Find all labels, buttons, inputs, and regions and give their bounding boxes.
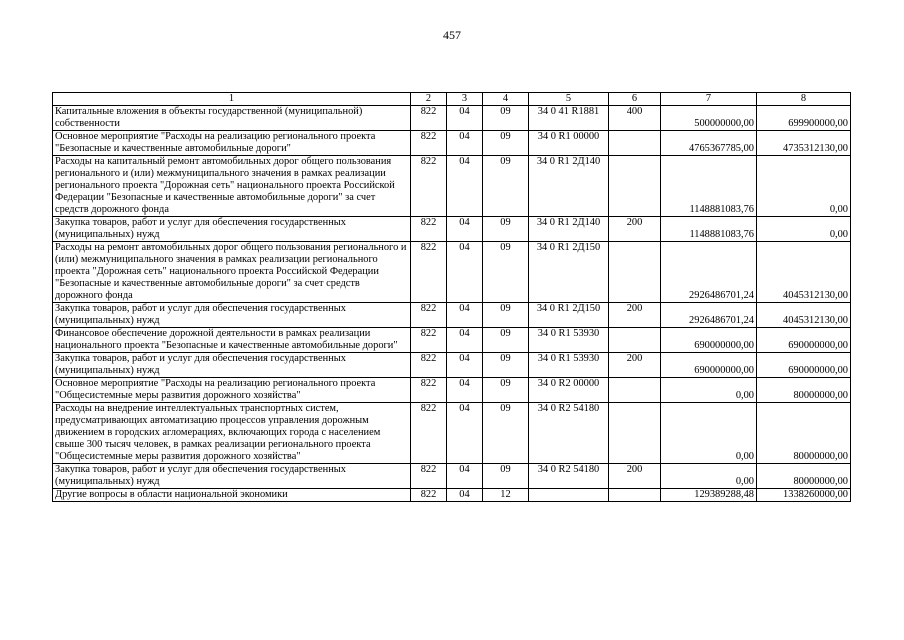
cell-name: Расходы на капитальный ремонт автомобильных дорог общего пользования регионального и (или) межмуниципального значения в рамках реализации регионального проекта "Дорожная сеть" национального проекта Российской Федерации "Безопасные и качественные автомобильные дороги" за счет средств дорожного фонда <box>53 156 411 217</box>
cell-subsection: 09 <box>483 242 529 303</box>
header-cell-7: 7 <box>661 93 757 106</box>
cell-subsection: 09 <box>483 106 529 131</box>
cell-name: Другие вопросы в области национальной экономики <box>53 489 411 502</box>
cell-name: Закупка товаров, работ и услуг для обеспечения государственных (муниципальных) нужд <box>53 217 411 242</box>
cell-ministry-code: 822 <box>411 328 447 353</box>
cell-section: 04 <box>447 131 483 156</box>
cell-ministry-code: 822 <box>411 353 447 378</box>
cell-expense-type: 200 <box>609 303 661 328</box>
cell-name: Капитальные вложения в объекты государственной (муниципальной) собственности <box>53 106 411 131</box>
cell-amount-year-1: 1148881083,76 <box>661 156 757 217</box>
cell-amount-year-2: 4045312130,00 <box>757 303 851 328</box>
cell-ministry-code: 822 <box>411 303 447 328</box>
cell-amount-year-2: 80000000,00 <box>757 378 851 403</box>
cell-target-article: 34 0 R2 54180 <box>529 403 609 464</box>
cell-expense-type <box>609 328 661 353</box>
cell-subsection: 09 <box>483 328 529 353</box>
cell-amount-year-2: 4735312130,00 <box>757 131 851 156</box>
header-cell-6: 6 <box>609 93 661 106</box>
cell-subsection: 09 <box>483 378 529 403</box>
cell-amount-year-2: 80000000,00 <box>757 403 851 464</box>
table-row <box>53 353 851 378</box>
cell-amount-year-1: 500000000,00 <box>661 106 757 131</box>
cell-section: 04 <box>447 353 483 378</box>
cell-section: 04 <box>447 303 483 328</box>
page-number: 457 <box>443 28 461 42</box>
cell-target-article <box>529 489 609 502</box>
cell-target-article: 34 0 R1 2Д140 <box>529 156 609 217</box>
cell-expense-type <box>609 131 661 156</box>
cell-name: Расходы на внедрение интеллектуальных транспортных систем, предусматривающих автоматизацию процессов управления дорожным движением в городских агломерациях, включающих города с населением свыше 300 тысяч человек, в рамках реализации регионального проекта "Общесистемные меры развития дорожного хозяйства" <box>53 403 411 464</box>
cell-amount-year-1: 0,00 <box>661 464 757 489</box>
header-cell-3: 3 <box>447 93 483 106</box>
cell-target-article: 34 0 R2 54180 <box>529 464 609 489</box>
table-row <box>53 242 851 303</box>
cell-subsection: 09 <box>483 464 529 489</box>
cell-ministry-code: 822 <box>411 106 447 131</box>
cell-ministry-code: 822 <box>411 378 447 403</box>
cell-amount-year-1: 1148881083,76 <box>661 217 757 242</box>
cell-ministry-code: 822 <box>411 403 447 464</box>
cell-amount-year-2: 4045312130,00 <box>757 242 851 303</box>
header-cell-1: 1 <box>53 93 411 106</box>
cell-target-article: 34 0 R1 00000 <box>529 131 609 156</box>
cell-name: Закупка товаров, работ и услуг для обеспечения государственных (муниципальных) нужд <box>53 353 411 378</box>
cell-section: 04 <box>447 464 483 489</box>
budget-table <box>52 92 851 502</box>
cell-subsection: 09 <box>483 353 529 378</box>
cell-ministry-code: 822 <box>411 156 447 217</box>
cell-amount-year-2: 690000000,00 <box>757 353 851 378</box>
cell-ministry-code: 822 <box>411 242 447 303</box>
cell-amount-year-1: 690000000,00 <box>661 328 757 353</box>
cell-subsection: 09 <box>483 403 529 464</box>
cell-target-article: 34 0 R1 2Д150 <box>529 303 609 328</box>
cell-name: Финансовое обеспечение дорожной деятельности в рамках реализации национального проекта "Безопасные и качественные автомобильные дороги" <box>53 328 411 353</box>
cell-amount-year-2: 690000000,00 <box>757 328 851 353</box>
cell-expense-type <box>609 378 661 403</box>
cell-expense-type: 200 <box>609 353 661 378</box>
header-cell-5: 5 <box>529 93 609 106</box>
header-cell-8: 8 <box>757 93 851 106</box>
cell-expense-type <box>609 403 661 464</box>
cell-amount-year-2: 0,00 <box>757 217 851 242</box>
cell-target-article: 34 0 R1 2Д150 <box>529 242 609 303</box>
header-row <box>53 93 851 106</box>
table-row <box>53 328 851 353</box>
cell-section: 04 <box>447 156 483 217</box>
cell-ministry-code: 822 <box>411 131 447 156</box>
cell-target-article: 34 0 R2 00000 <box>529 378 609 403</box>
cell-target-article: 34 0 R1 53930 <box>529 328 609 353</box>
cell-subsection: 09 <box>483 217 529 242</box>
table-row <box>53 217 851 242</box>
table-row <box>53 378 851 403</box>
cell-amount-year-1: 2926486701,24 <box>661 242 757 303</box>
header-cell-4: 4 <box>483 93 529 106</box>
cell-amount-year-2: 1338260000,00 <box>757 489 851 502</box>
cell-target-article: 34 0 R1 2Д140 <box>529 217 609 242</box>
cell-amount-year-1: 0,00 <box>661 403 757 464</box>
table-row <box>53 303 851 328</box>
table-row <box>53 156 851 217</box>
cell-section: 04 <box>447 403 483 464</box>
table-row <box>53 464 851 489</box>
cell-name: Расходы на ремонт автомобильных дорог общего пользования регионального и (или) межмуниципального значения в рамках реализации регионального проекта "Дорожная сеть" национального проекта Российской Федерации "Безопасные и качественные автомобильные дороги" за счет средств дорожного фонда <box>53 242 411 303</box>
cell-amount-year-1: 4765367785,00 <box>661 131 757 156</box>
cell-section: 04 <box>447 106 483 131</box>
cell-expense-type <box>609 489 661 502</box>
cell-amount-year-2: 699900000,00 <box>757 106 851 131</box>
cell-section: 04 <box>447 217 483 242</box>
cell-subsection: 09 <box>483 131 529 156</box>
cell-amount-year-1: 2926486701,24 <box>661 303 757 328</box>
cell-expense-type: 200 <box>609 217 661 242</box>
cell-amount-year-2: 0,00 <box>757 156 851 217</box>
cell-section: 04 <box>447 378 483 403</box>
table-row <box>53 106 851 131</box>
table-row <box>53 131 851 156</box>
cell-expense-type <box>609 156 661 217</box>
cell-amount-year-2: 80000000,00 <box>757 464 851 489</box>
cell-amount-year-1: 690000000,00 <box>661 353 757 378</box>
cell-section: 04 <box>447 328 483 353</box>
cell-amount-year-1: 0,00 <box>661 378 757 403</box>
cell-target-article: 34 0 R1 53930 <box>529 353 609 378</box>
cell-name: Основное мероприятие "Расходы на реализацию регионального проекта "Безопасные и качественные автомобильные дороги" <box>53 131 411 156</box>
cell-ministry-code: 822 <box>411 217 447 242</box>
cell-name: Основное мероприятие "Расходы на реализацию регионального проекта "Общесистемные меры развития дорожного хозяйства" <box>53 378 411 403</box>
table-body <box>53 93 851 502</box>
cell-target-article: 34 0 41 R1881 <box>529 106 609 131</box>
cell-subsection: 09 <box>483 303 529 328</box>
table-row <box>53 403 851 464</box>
cell-expense-type: 400 <box>609 106 661 131</box>
cell-expense-type: 200 <box>609 464 661 489</box>
cell-name: Закупка товаров, работ и услуг для обеспечения государственных (муниципальных) нужд <box>53 464 411 489</box>
header-cell-2: 2 <box>411 93 447 106</box>
table-row <box>53 489 851 502</box>
cell-subsection: 09 <box>483 156 529 217</box>
cell-ministry-code: 822 <box>411 489 447 502</box>
cell-section: 04 <box>447 242 483 303</box>
cell-name: Закупка товаров, работ и услуг для обеспечения государственных (муниципальных) нужд <box>53 303 411 328</box>
cell-amount-year-1: 129389288,48 <box>661 489 757 502</box>
cell-section: 04 <box>447 489 483 502</box>
cell-ministry-code: 822 <box>411 464 447 489</box>
cell-expense-type <box>609 242 661 303</box>
cell-subsection: 12 <box>483 489 529 502</box>
